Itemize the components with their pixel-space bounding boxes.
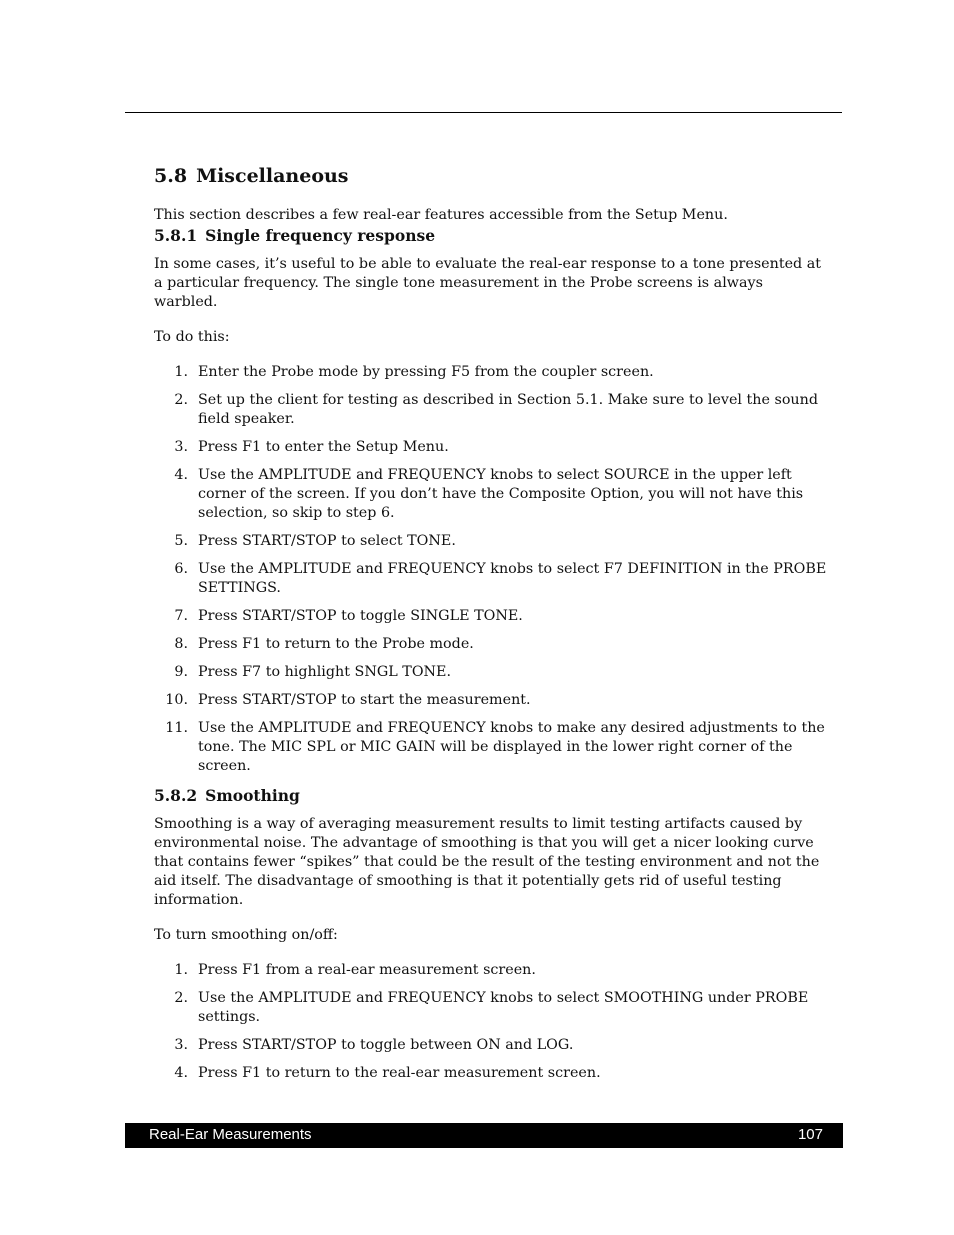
step-text: Use the AMPLITUDE and FREQUENCY knobs to select SOURCE in the upper left corner of the screen. If you don’t have the Composite Option, you will not have this selection, so skip to step 6. bbox=[198, 467, 804, 521]
step-number: 3. bbox=[174, 439, 188, 455]
step-number: 10. bbox=[165, 692, 188, 708]
subsection-number: 5.8.1 bbox=[154, 226, 198, 245]
list-item bbox=[154, 607, 830, 626]
step-number: 4. bbox=[174, 467, 188, 483]
step-number: 2. bbox=[174, 990, 188, 1006]
step-text: Press F1 to enter the Setup Menu. bbox=[198, 439, 449, 455]
list-item bbox=[154, 1036, 830, 1055]
step-number: 6. bbox=[174, 561, 188, 577]
header-rule bbox=[125, 112, 842, 113]
footer-chapter-title: Real-Ear Measurements bbox=[149, 1126, 312, 1143]
step-text: Press F7 to highlight SNGL TONE. bbox=[198, 664, 452, 680]
list-item bbox=[154, 989, 830, 1027]
section-intro: This section describes a few real-ear features accessible from the Setup Menu. bbox=[154, 207, 728, 223]
step-number: 8. bbox=[174, 636, 188, 652]
step-number: 3. bbox=[174, 1037, 188, 1053]
list-item bbox=[154, 363, 830, 382]
single-frequency-lead: To do this: bbox=[154, 329, 230, 345]
smoothing-paragraph: Smoothing is a way of averaging measurement results to limit testing artifacts caused by environmental noise. The advantage of smoothing is that you will get a nicer looking curve that contains fewer “spikes” that could be the result of the testing environment and not the aid itself. The disadvantage of smoothing is that it potentially gets rid of useful testing information. bbox=[154, 816, 820, 908]
step-text: Press START/STOP to toggle SINGLE TONE. bbox=[198, 608, 523, 624]
step-text: Press START/STOP to start the measurement. bbox=[198, 692, 531, 708]
section-title: Miscellaneous bbox=[196, 165, 349, 187]
list-item bbox=[154, 466, 830, 523]
step-number: 2. bbox=[174, 392, 188, 408]
list-item bbox=[154, 560, 830, 598]
list-item bbox=[154, 532, 830, 551]
subsection-heading-smoothing bbox=[154, 785, 830, 807]
section-number: 5.8 bbox=[154, 165, 188, 187]
subsection-number: 5.8.2 bbox=[154, 786, 198, 805]
step-number: 1. bbox=[174, 962, 188, 978]
list-item bbox=[154, 719, 830, 776]
step-number: 4. bbox=[174, 1065, 188, 1081]
single-frequency-steps bbox=[154, 363, 830, 776]
step-number: 5. bbox=[174, 533, 188, 549]
step-text: Press F1 to return to the real-ear measurement screen. bbox=[198, 1065, 601, 1081]
subsection-title: Single frequency response bbox=[205, 226, 436, 245]
list-item bbox=[154, 961, 830, 980]
step-text: Use the AMPLITUDE and FREQUENCY knobs to make any desired adjustments to the tone. The MIC SPL or MIC GAIN will be displayed in the lower right corner of the screen. bbox=[198, 720, 825, 774]
step-text: Use the AMPLITUDE and FREQUENCY knobs to select F7 DEFINITION in the PROBE SETTINGS. bbox=[198, 561, 827, 596]
section-heading bbox=[154, 163, 830, 189]
step-text: Enter the Probe mode by pressing F5 from the coupler screen. bbox=[198, 364, 654, 380]
step-text: Press F1 from a real-ear measurement screen. bbox=[198, 962, 536, 978]
step-text: Press F1 to return to the Probe mode. bbox=[198, 636, 474, 652]
step-text: Set up the client for testing as described in Section 5.1. Make sure to level the sound field speaker. bbox=[198, 392, 819, 427]
subsection-heading-single-frequency bbox=[154, 225, 830, 247]
step-text: Use the AMPLITUDE and FREQUENCY knobs to select SMOOTHING under PROBE settings. bbox=[198, 990, 809, 1025]
step-text: Press START/STOP to select TONE. bbox=[198, 533, 456, 549]
list-item bbox=[154, 1064, 830, 1083]
page-content bbox=[154, 163, 830, 1092]
step-text: Press START/STOP to toggle between ON and LOG. bbox=[198, 1037, 574, 1053]
smoothing-steps bbox=[154, 961, 830, 1083]
step-number: 7. bbox=[174, 608, 188, 624]
step-number: 1. bbox=[174, 364, 188, 380]
list-item bbox=[154, 438, 830, 457]
step-number: 9. bbox=[174, 664, 188, 680]
list-item bbox=[154, 663, 830, 682]
smoothing-lead: To turn smoothing on/off: bbox=[154, 927, 338, 943]
subsection-title: Smoothing bbox=[205, 786, 300, 805]
list-item bbox=[154, 691, 830, 710]
footer-page-number: 107 bbox=[797, 1126, 823, 1143]
page-footer bbox=[125, 1123, 843, 1148]
list-item bbox=[154, 391, 830, 429]
single-frequency-paragraph: In some cases, it’s useful to be able to evaluate the real-ear response to a tone presented at a particular frequency. The single tone measurement in the Probe screens is always warbled. bbox=[154, 256, 821, 310]
list-item bbox=[154, 635, 830, 654]
step-number: 11. bbox=[165, 720, 188, 736]
